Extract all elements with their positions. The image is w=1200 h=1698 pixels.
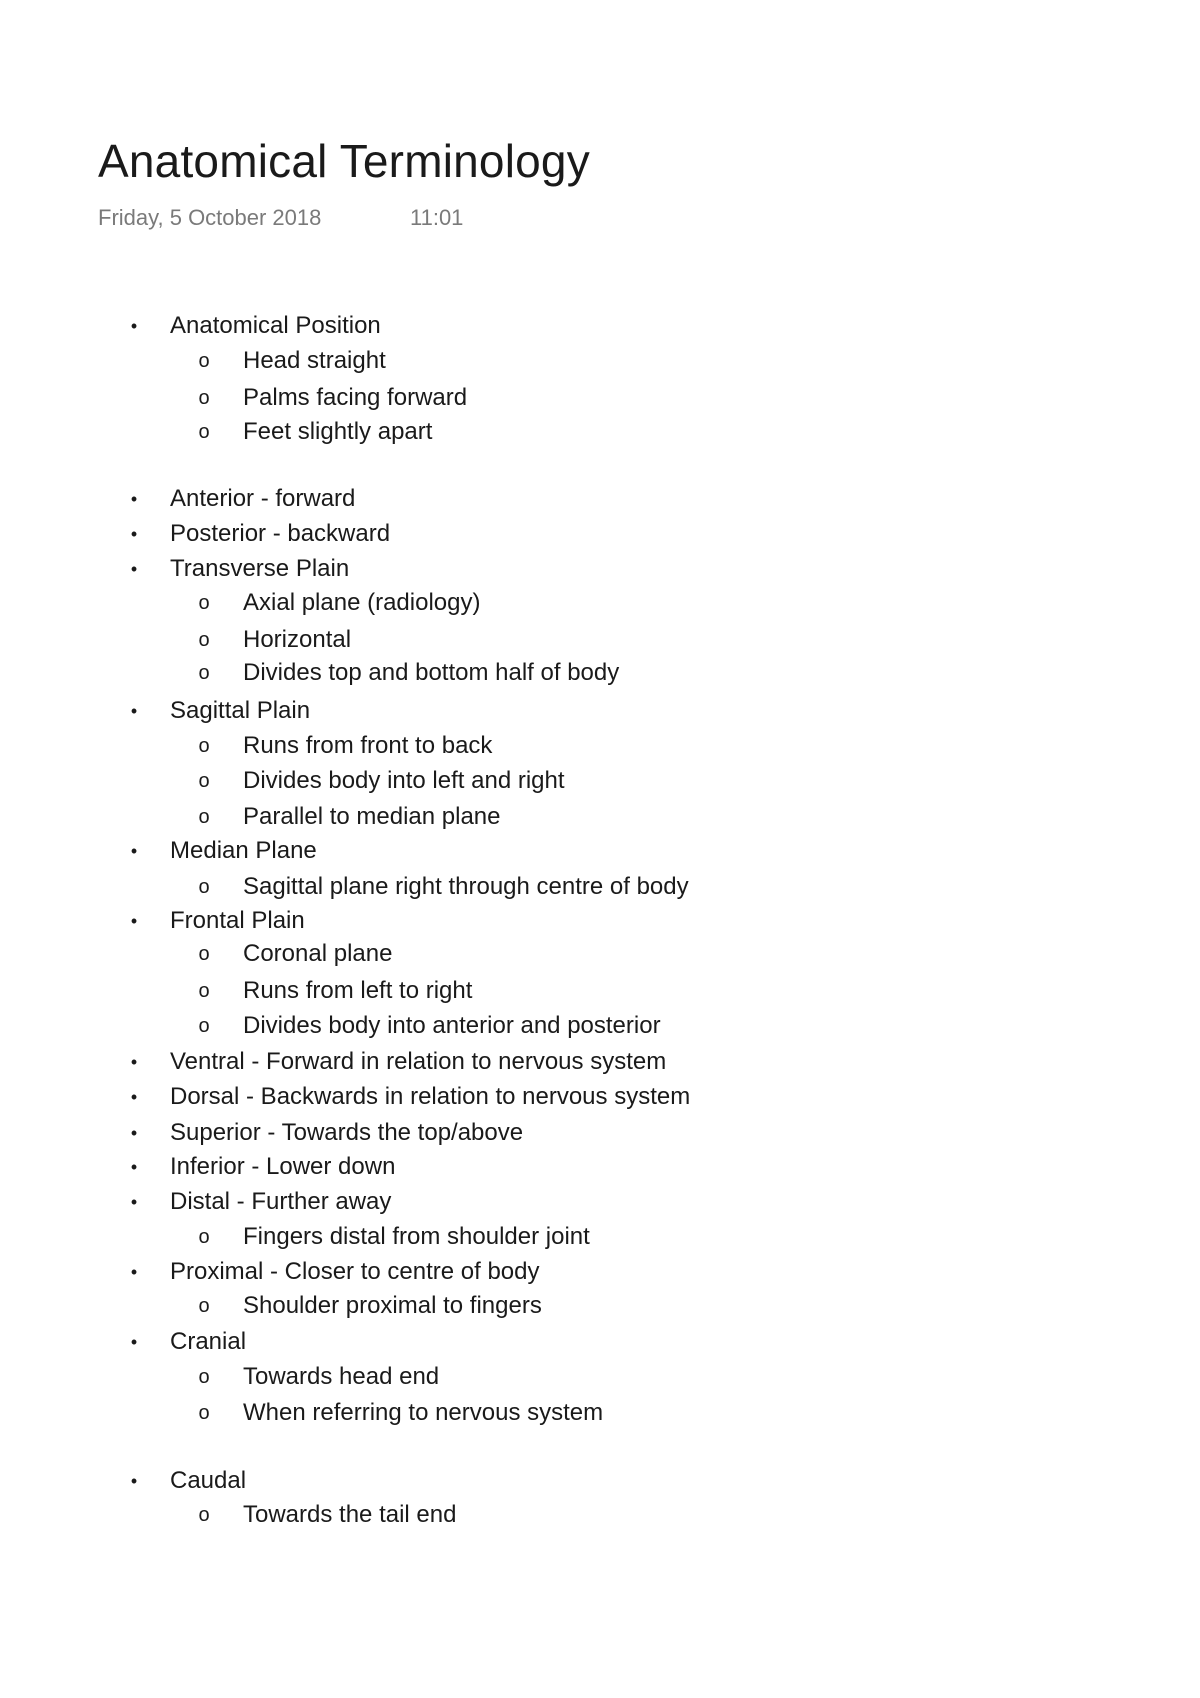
outline-text: Divides body into anterior and posterior xyxy=(243,1012,661,1039)
outline-text: Anterior - forward xyxy=(170,485,356,512)
bullet-circle-icon: o xyxy=(198,876,210,898)
bullet-dot-icon: • xyxy=(130,316,138,336)
outline-text: Runs from front to back xyxy=(243,732,493,759)
outline-text: Inferior - Lower down xyxy=(170,1153,396,1180)
outline-text: Divides top and bottom half of body xyxy=(243,659,620,686)
bullet-circle-icon: o xyxy=(198,1015,210,1037)
bullet-circle-icon: o xyxy=(198,1226,210,1248)
bullet-dot-icon: • xyxy=(130,911,138,931)
bullet-circle-icon: o xyxy=(198,387,210,409)
outline-text: Cranial xyxy=(170,1328,247,1355)
outline-text: Posterior - backward xyxy=(170,520,391,547)
bullet-dot-icon: • xyxy=(130,1262,138,1282)
outline-text: Median Plane xyxy=(170,837,317,864)
outline-text: Head straight xyxy=(243,347,386,374)
bullet-dot-icon: • xyxy=(130,524,138,544)
outline-text: Parallel to median plane xyxy=(243,803,501,830)
bullet-circle-icon: o xyxy=(198,350,210,372)
page-time: 11:01 xyxy=(410,205,464,230)
outline-text: Dorsal - Backwards in relation to nervous system xyxy=(170,1083,691,1110)
bullet-circle-icon: o xyxy=(198,806,210,828)
outline-text: Ventral - Forward in relation to nervous system xyxy=(170,1048,667,1075)
outline-text: Superior - Towards the top/above xyxy=(170,1119,524,1146)
outline-text: Transverse Plain xyxy=(170,555,350,582)
bullet-circle-icon: o xyxy=(198,980,210,1002)
bullet-dot-icon: • xyxy=(130,1332,138,1352)
page-title[interactable]: Anatomical Terminology xyxy=(98,135,590,187)
outline-text: Fingers distal from shoulder joint xyxy=(243,1223,590,1250)
outline-text: Shoulder proximal to fingers xyxy=(243,1292,542,1319)
outline-text: Runs from left to right xyxy=(243,977,473,1004)
bullet-circle-icon: o xyxy=(198,421,210,443)
bullet-circle-icon: o xyxy=(198,592,210,614)
bullet-dot-icon: • xyxy=(130,489,138,509)
page-bottom-cutoff xyxy=(0,1583,1200,1698)
outline-text: Towards head end xyxy=(243,1363,440,1390)
bullet-dot-icon: • xyxy=(130,701,138,721)
outline-text: Anatomical Position xyxy=(170,312,381,339)
bullet-dot-icon: • xyxy=(130,1192,138,1212)
bullet-circle-icon: o xyxy=(198,662,210,684)
outline-text: Feet slightly apart xyxy=(243,418,433,445)
page-date: Friday, 5 October 2018 xyxy=(98,205,322,230)
bullet-circle-icon: o xyxy=(198,1295,210,1317)
bullet-dot-icon: • xyxy=(130,1471,138,1491)
outline-text: Sagittal Plain xyxy=(170,697,311,724)
bullet-circle-icon: o xyxy=(198,1402,210,1424)
outline-text: Divides body into left and right xyxy=(243,767,565,794)
bullet-dot-icon: • xyxy=(130,1123,138,1143)
outline-text: Coronal plane xyxy=(243,940,393,967)
bullet-dot-icon: • xyxy=(130,1157,138,1177)
bullet-dot-icon: • xyxy=(130,559,138,579)
bullet-circle-icon: o xyxy=(198,735,210,757)
outline-text: Towards the tail end xyxy=(243,1501,457,1528)
bullet-circle-icon: o xyxy=(198,770,210,792)
outline-text: Horizontal xyxy=(243,626,352,653)
bullet-dot-icon: • xyxy=(130,1087,138,1107)
bullet-dot-icon: • xyxy=(130,841,138,861)
bullet-circle-icon: o xyxy=(198,629,210,651)
bullet-circle-icon: o xyxy=(198,943,210,965)
outline-text: Palms facing forward xyxy=(243,384,468,411)
outline-text: Frontal Plain xyxy=(170,907,305,934)
bullet-circle-icon: o xyxy=(198,1366,210,1388)
outline-text: When referring to nervous system xyxy=(243,1399,604,1426)
outline-text: Distal - Further away xyxy=(170,1188,392,1215)
outline-text: Caudal xyxy=(170,1467,247,1494)
outline-text: Proximal - Closer to centre of body xyxy=(170,1258,540,1285)
outline-text: Axial plane (radiology) xyxy=(243,589,481,616)
outline-text: Sagittal plane right through centre of body xyxy=(243,873,689,900)
bullet-dot-icon: • xyxy=(130,1052,138,1072)
bullet-circle-icon: o xyxy=(198,1504,210,1526)
